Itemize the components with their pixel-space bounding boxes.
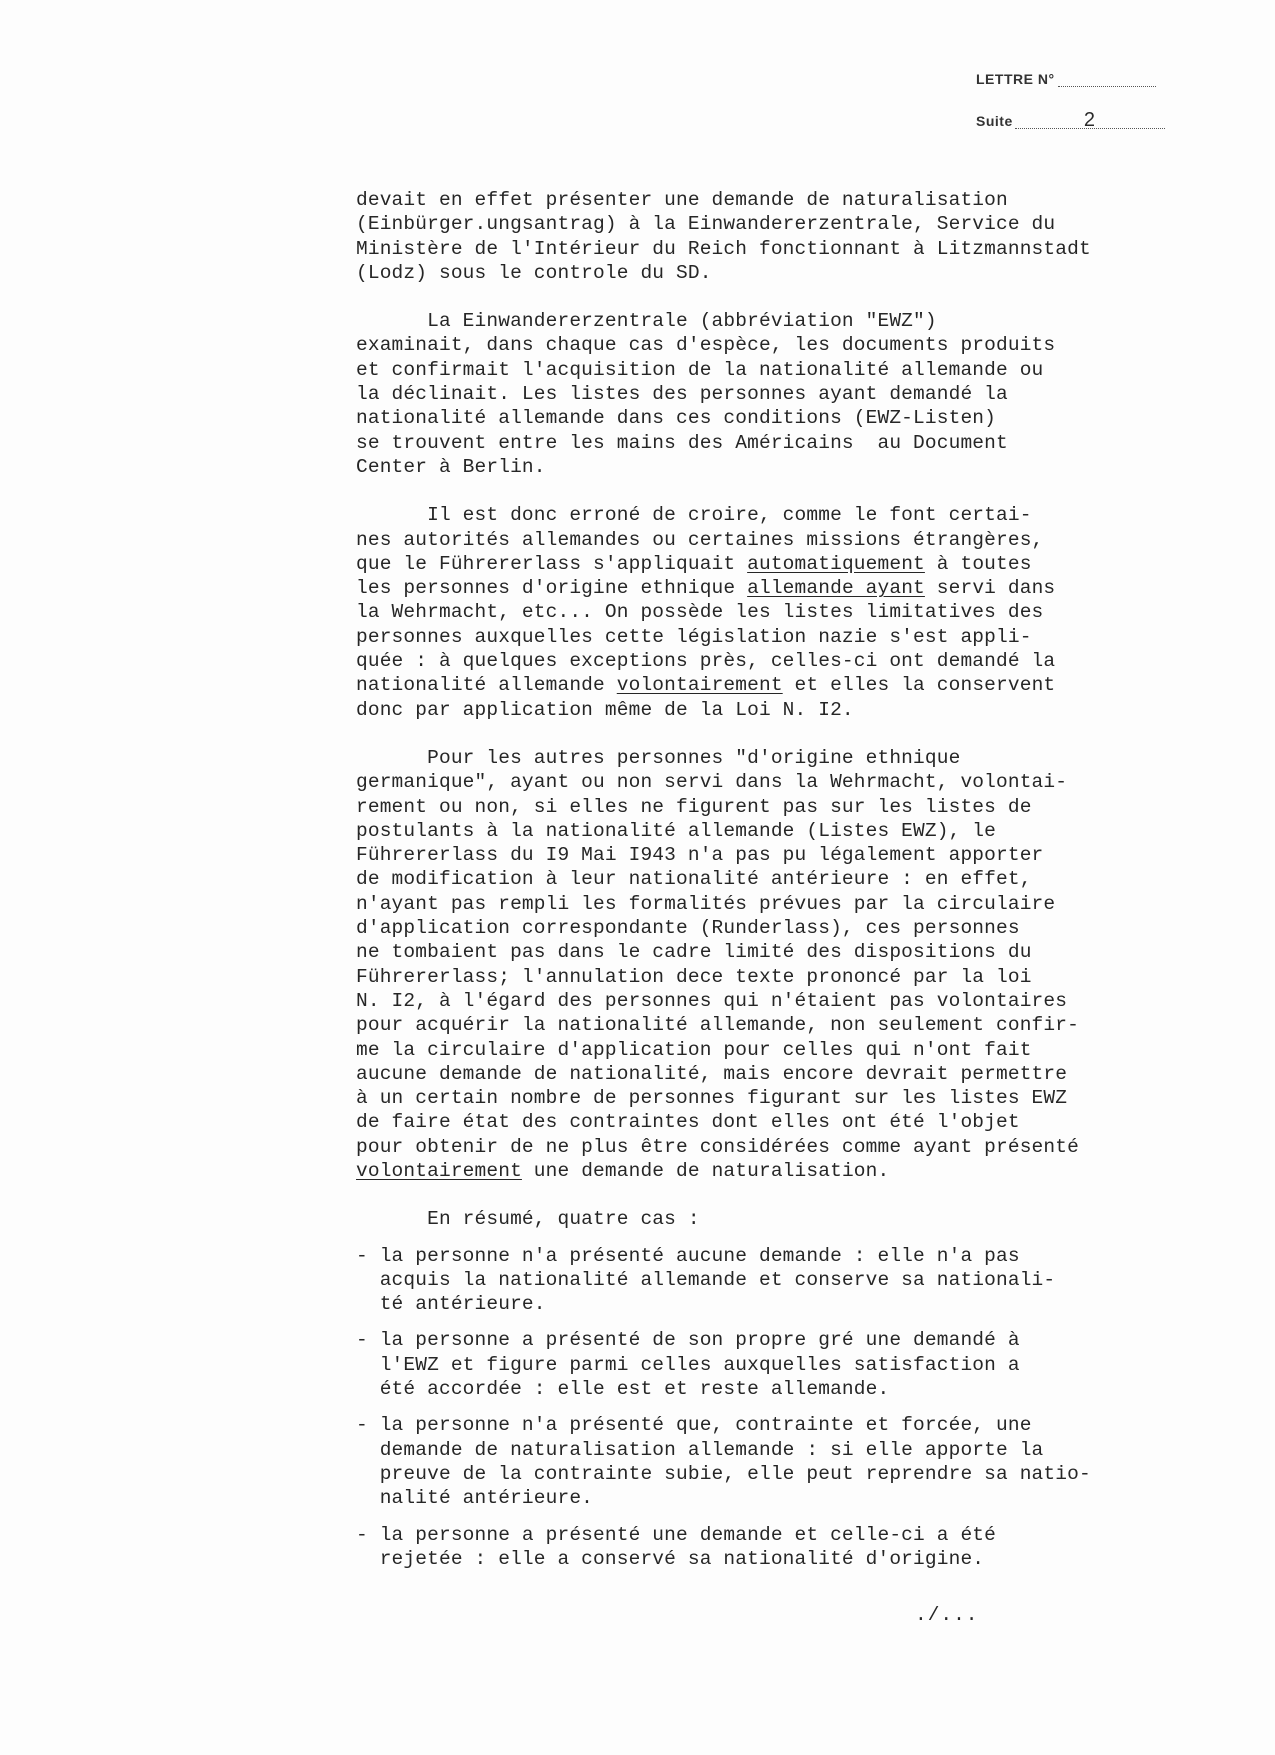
text-line: nalité antérieure. xyxy=(356,1487,594,1510)
text-line: Führererlass; l'annulation dece texte prononcé par la loi xyxy=(356,965,1032,988)
text-line: que le Führererlass s'appliquait automatiquement à toutes xyxy=(356,552,1032,575)
text-line: examinait, dans chaque cas d'espèce, les documents produits xyxy=(356,334,1056,357)
text-line: me la circulaire d'application pour celles qui n'ont fait xyxy=(356,1038,1032,1061)
text-line: pour obtenir de ne plus être considérées comme ayant présenté xyxy=(356,1135,1079,1158)
text-line: d'application correspondante (Runderlass), ces personnes xyxy=(356,917,1020,940)
text-line: et confirmait l'acquisition de la nationalité allemande ou xyxy=(356,358,1044,381)
underlined-text: volontairement xyxy=(356,1159,522,1182)
text-line: volontairement une demande de naturalisation. xyxy=(356,1159,890,1182)
text-line: demande de naturalisation allemande : si elle apporte la xyxy=(356,1438,1044,1461)
text-line: acquis la nationalité allemande et conserve sa nationali- xyxy=(356,1268,1056,1291)
paragraph-3 xyxy=(356,503,1256,722)
summary-case-2 xyxy=(356,1328,1256,1401)
text-line: pour acquérir la nationalité allemande, non seulement confir- xyxy=(356,1014,1079,1037)
text-line: de faire état des contraintes dont elles ont été l'objet xyxy=(356,1111,1020,1134)
text-line: n'ayant pas rempli les formalités prévues par la circulaire xyxy=(356,892,1056,915)
text-line: - la personne a présenté une demande et celle-ci a été xyxy=(356,1523,997,1546)
text-line: aucune demande de nationalité, mais encore devrait permettre xyxy=(356,1062,1068,1085)
suite-label: Suite xyxy=(976,113,1013,129)
text-line: postulants à la nationalité allemande (Listes EWZ), le xyxy=(356,819,997,842)
text-line: la déclinait. Les listes des personnes ayant demandé la xyxy=(356,383,1008,406)
text-line: de modification à leur nationalité antérieure : en effet, xyxy=(356,868,1032,891)
text-line: nationalité allemande volontairement et elles la conservent xyxy=(356,674,1056,697)
paragraph-4 xyxy=(356,746,1256,1183)
suite-value: 2 xyxy=(1015,112,1165,129)
text-line: à un certain nombre de personnes figurant sur les listes EWZ xyxy=(356,1087,1068,1110)
text-line: - la personne a présenté de son propre gré une demandé à xyxy=(356,1329,1020,1352)
text-line: - la personne n'a présenté que, contrainte et forcée, une xyxy=(356,1414,1032,1437)
underlined-text: volontairement xyxy=(616,674,783,697)
underlined-text: allemande ayant xyxy=(747,577,925,600)
text-line: été accordée : elle est et reste allemande. xyxy=(356,1378,890,1401)
text-line: nes autorités allemandes ou certaines missions étrangères, xyxy=(356,528,1044,551)
text-line: Ministère de l'Intérieur du Reich fonctionnant à Litzmannstadt xyxy=(356,237,1091,260)
text-line: N. I2, à l'égard des personnes qui n'étaient pas volontaires xyxy=(356,989,1068,1012)
text-line: - la personne n'a présenté aucune demande : elle n'a pas xyxy=(356,1244,1020,1267)
paragraph-2 xyxy=(356,309,1256,479)
text-line: l'EWZ et figure parmi celles auxquelles satisfaction a xyxy=(356,1353,1020,1376)
letter-header xyxy=(976,70,1206,150)
text-line: rejetée : elle a conservé sa nationalité d'origine. xyxy=(356,1547,985,1570)
text-line: (Einbürger.ungsantrag) à la Einwandererzentrale, Service du xyxy=(356,213,1056,236)
text-line: la Wehrmacht, etc... On possède les listes limitatives des xyxy=(356,601,1044,624)
text-line: (Lodz) sous le controle du SD. xyxy=(356,261,712,284)
letter-number-label: LETTRE N° xyxy=(976,71,1055,87)
letter-body xyxy=(356,188,1256,1571)
text-line: Center à Berlin. xyxy=(356,455,546,478)
text-line: les personnes d'origine ethnique allemande ayant servi dans xyxy=(356,577,1056,600)
text-line: quée : à quelques exceptions près, celles-ci ont demandé la xyxy=(356,650,1056,673)
text-line: devait en effet présenter une demande de naturalisation xyxy=(356,189,1008,211)
text-line: germanique", ayant ou non servi dans la Wehrmacht, volontai- xyxy=(356,771,1068,794)
letter-number-row xyxy=(976,70,1206,108)
text-line: té antérieure. xyxy=(356,1293,546,1316)
summary-section xyxy=(356,1207,1256,1571)
text-line: ne tombaient pas dans le cadre limité des dispositions du xyxy=(356,941,1032,964)
text-line: donc par application même de la Loi N. I2. xyxy=(356,698,854,721)
text-line: La Einwandererzentrale (abbréviation "EWZ") xyxy=(356,310,937,333)
underlined-text: automatiquement xyxy=(747,552,925,575)
paragraph-1 xyxy=(356,188,1256,285)
text-line: nationalité allemande dans ces conditions (EWZ-Listen) xyxy=(356,407,997,430)
text-line: se trouvent entre les mains des Américains au Document xyxy=(356,431,1008,454)
summary-case-1 xyxy=(356,1244,1256,1317)
text-line: Il est donc erroné de croire, comme le font certai- xyxy=(356,504,1032,527)
text-line: Pour les autres personnes "d'origine ethnique xyxy=(356,746,961,769)
text-line: Führererlass du I9 Mai I943 n'a pas pu légalement apporter xyxy=(356,844,1044,867)
summary-case-4 xyxy=(356,1523,1256,1572)
summary-intro: En résumé, quatre cas : xyxy=(356,1208,700,1231)
text-line: preuve de la contrainte subie, elle peut reprendre sa natio- xyxy=(356,1462,1091,1485)
continuation-mark: ./... xyxy=(915,1604,979,1626)
text-line: rement ou non, si elles ne figurent pas sur les listes de xyxy=(356,795,1032,818)
letter-number-value xyxy=(1058,70,1156,87)
text-line: personnes auxquelles cette législation nazie s'est appli- xyxy=(356,625,1032,648)
suite-row xyxy=(976,109,1206,150)
summary-case-3 xyxy=(356,1413,1256,1510)
